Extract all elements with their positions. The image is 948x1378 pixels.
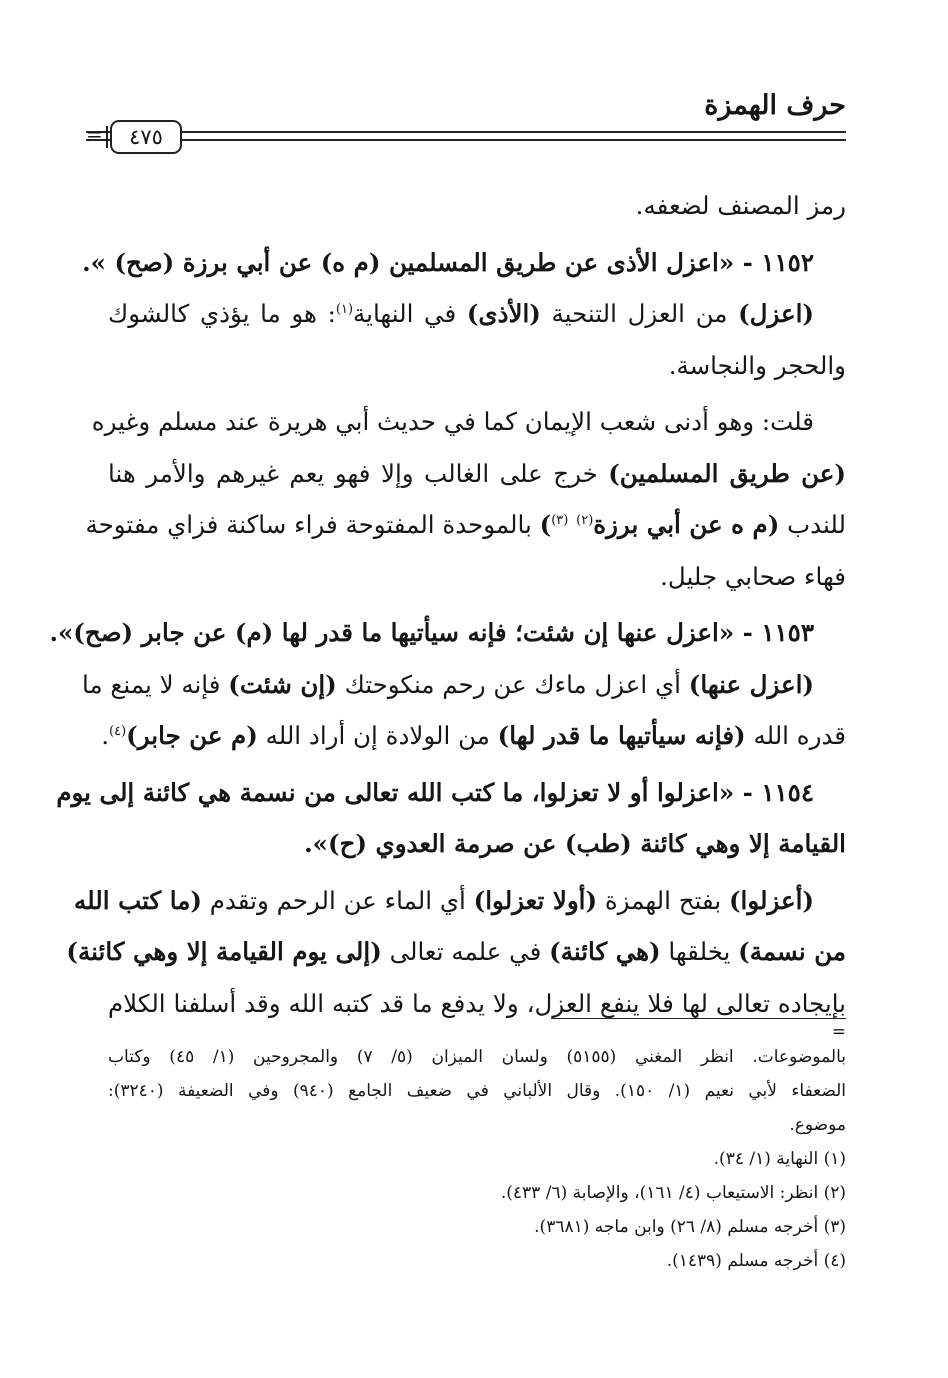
footnote-continued-line: الضعفاء لأبي نعيم (١/ ١٥٠). وقال الألباني في ضعيف الجامع (٩٤٠) وفي الضعيفة (٣٢٤٠): [108, 1081, 847, 1101]
footnote-continued-line: موضوع. [789, 1115, 846, 1135]
text-line: رمز المصنف لضعفه. [635, 191, 846, 220]
text-span: فإنه لا يمنع ما [82, 669, 229, 699]
bold-phrase: (الأذى) [466, 299, 541, 328]
commentary-1152-line-2: والحجر والنجاسة. [668, 350, 846, 380]
text-span: في علمه تعالى [381, 937, 550, 966]
main-text [49, 180, 846, 1029]
footnote-ref: (٢) [576, 513, 594, 528]
bold-phrase: (هي كائنة) [549, 937, 661, 966]
bold-phrase: (ما كتب الله [74, 885, 202, 915]
running-title: حرف الهمزة [704, 90, 846, 121]
hadith-1154-line-1: ١١٥٤ - «اعزلوا أو لا تعزلوا، ما كتب الله تعالى من نسمة هي كائنة إلى يوم [56, 777, 814, 807]
footnote-2: (٢) انظر: الاستيعاب (٤/ ١٦١)، والإصابة (٦/ ٤٣٣). [500, 1183, 846, 1203]
footnote-ref: (٤) [109, 724, 127, 739]
text-span: يخلقها [660, 937, 739, 966]
hadith-1154-line-2: القيامة إلا وهي كائنة (طب) عن صرمة العدوي (ح)». [304, 829, 846, 858]
text-span: : هو ما يؤذي كالشوك [108, 299, 336, 328]
footnote-continued-line: بالموضوعات. انظر المغني (٥١٥٥) ولسان الميزان (٥/ ٧) والمجروحين (١/ ٤٥) وكتاب [108, 1047, 846, 1067]
bold-phrase: (اعزل) [738, 299, 814, 328]
text-span: أي الماء عن الرحم وتقدم [201, 885, 474, 915]
text-span: . [101, 721, 110, 750]
commentary-1154-line-1 [74, 875, 846, 927]
header-rule-mark: = [86, 122, 103, 146]
note-line-1: قلت: وهو أدنى شعب الإيمان كما في حديث أبي هريرة عند مسلم وغيره [91, 407, 814, 436]
hadith-1153: ١١٥٣ - «اعزل عنها إن شئت؛ فإنه سيأتيها ما قدر لها (م) عن جابر (صح)». [49, 618, 814, 647]
footnote-1: (١) النهاية (١/ ٣٤). [713, 1149, 846, 1169]
text-span: قدره الله [745, 721, 846, 750]
text-span: بالموحدة المفتوحة فراء ساكنة فزاي مفتوحة [85, 510, 540, 539]
commentary-1153-line-1 [82, 659, 846, 711]
header-rule [86, 131, 846, 141]
footnote-rule [551, 1018, 846, 1019]
bold-phrase: ) [539, 510, 552, 539]
note-line-4: فهاء صحابي جليل. [660, 561, 846, 591]
text-span: خرج على الغالب وإلا فهو يعم غيرهم والأمر هنا [108, 458, 609, 488]
bold-phrase: (فإنه سيأتيها ما قدر لها) [497, 721, 746, 750]
bold-phrase: (أعزلوا) [728, 885, 814, 915]
text-span: من العزل التنحية [540, 299, 739, 328]
bold-phrase: (اعزل عنها) [688, 669, 814, 699]
commentary-1154-line-3: بإيجاده تعالى لها فلا ينفع العزل، ولا يدفع ما قد كتبه الله وقد أسلفنا الكلام [108, 988, 846, 1018]
bold-phrase: (عن طريق المسلمين) [608, 458, 846, 488]
bold-phrase: (أولا تعزلوا) [473, 885, 598, 915]
bold-phrase: (م عن جابر) [126, 721, 258, 750]
note-line-3 [85, 499, 846, 551]
bold-phrase: (م ه عن أبي برزة [593, 510, 780, 539]
footnote-3: (٣) أخرجه مسلم (٨/ ٢٦) وابن ماجه (٣٦٨١). [534, 1217, 846, 1237]
text-span: أي اعزل ماءك عن رحم منكوحتك [336, 669, 689, 699]
footnote-ref: (١) [335, 302, 354, 317]
footnote-continuation-mark: = [831, 1022, 846, 1042]
bold-phrase: من نسمة) [738, 937, 846, 966]
note-line-2 [108, 448, 846, 500]
bold-phrase: (إلى يوم القيامة إلا وهي كائنة) [66, 937, 382, 966]
commentary-1152-line-1 [108, 288, 846, 340]
commentary-1153-line-2 [101, 710, 846, 762]
commentary-1154-line-2 [66, 926, 846, 978]
text-span: للندب [779, 510, 846, 539]
text-span: من الولادة إن أراد الله [257, 721, 498, 750]
bold-phrase: (إن شئت) [228, 669, 337, 699]
text-span: في النهاية [353, 299, 467, 328]
footnote-ref: (٣) [551, 513, 569, 528]
footnotes [108, 1040, 846, 1278]
hadith-1152: ١١٥٢ - «اعزل الأذى عن طريق المسلمين (م ه) عن أبي برزة (صح) ». [82, 247, 814, 277]
footnote-4: (٤) أخرجه مسلم (١٤٣٩). [666, 1251, 846, 1271]
page-number: ٤٧٥ [110, 120, 182, 154]
text-span: بفتح الهمزة [597, 885, 729, 915]
